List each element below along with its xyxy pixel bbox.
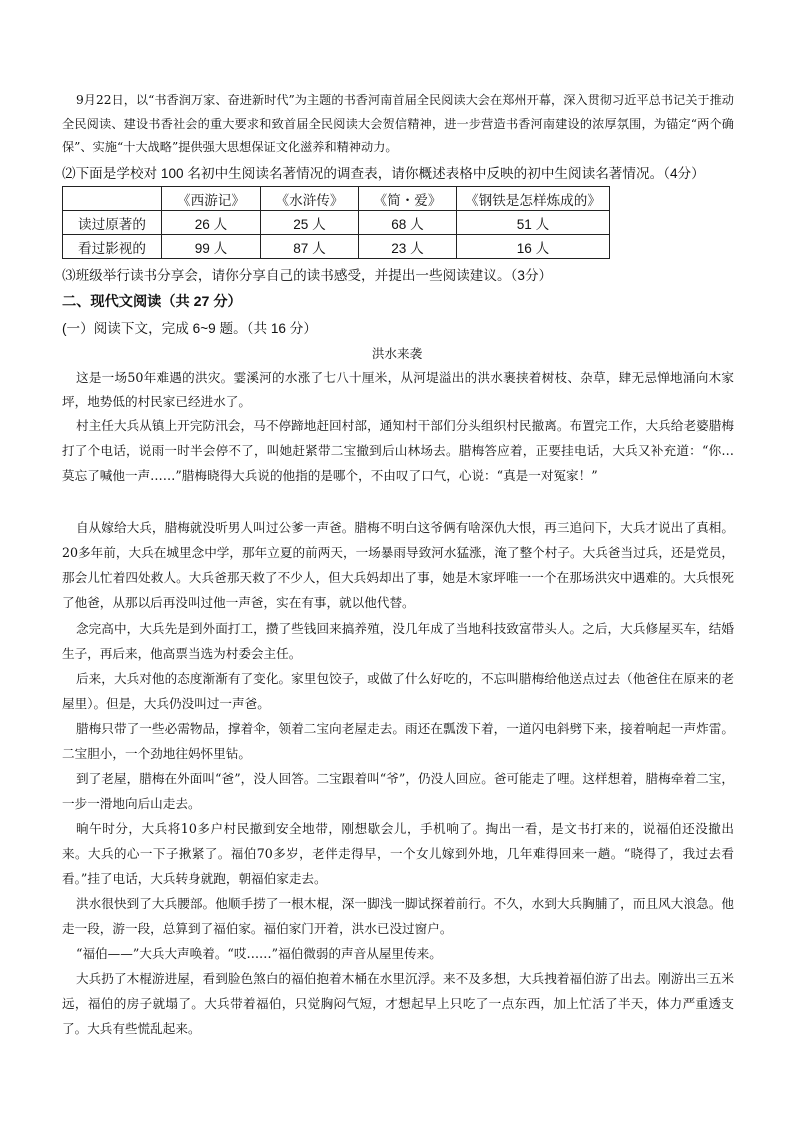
part-instruction: (一）阅读下文，完成 6~9 题。（共 16 分） [62, 321, 317, 336]
table-cell: 68 人 [359, 211, 457, 235]
section-heading: 二、现代文阅读（共 27 分） [62, 294, 242, 310]
story-paragraph-1: 这是一场50年难遇的洪灾。霎溪河的水涨了七八十厘米，从河堤溢出的洪水裹挟着树枝、杂草，肆无忌惮地涌向木家坪，地势低的村民家已经进水了。 [62, 370, 734, 409]
table-header-cell: 《水浒传》 [261, 187, 359, 211]
table-cell: 23 人 [359, 235, 457, 259]
story-paragraph-6: 腊梅只带了一些必需物品，撑着伞，领着二宝向老屋走去。雨还在瓢泼下着，一道闪电斜劈下来，接着响起一声炸雷。二宝胆小，一个劲地往妈怀里钻。 [62, 721, 734, 761]
table-header-cell: 《钢铁是怎样炼成的》 [457, 187, 610, 211]
story-paragraph-9: 洪水很快到了大兵腰部。他顺手捞了一根木棍，深一脚浅一脚试探着前行。不久，水到大兵胸脯了，而且风大浪急。他走一段，游一段，总算到了福伯家。福伯家门开着，洪水已没过窗户。 [62, 896, 734, 936]
question-3: ⑶班级举行读书分享会，请你分享自己的读书感受，并提出一些阅读建议。（3分） [62, 268, 553, 283]
table-cell: 16 人 [457, 235, 610, 259]
story-paragraph-10: “福伯——”大兵大声唤着。“哎……”福伯微弱的声音从屋里传来。 [76, 946, 442, 961]
table-row [63, 211, 610, 235]
table-header-cell: 《简・爱》 [359, 187, 457, 211]
survey-table [62, 186, 610, 259]
story-paragraph-8: 晌午时分，大兵将10多户村民撤到安全地带，刚想歇会儿，手机响了。掏出一看，是文书打来的，说福伯还没撤出来。大兵的心一下子揪紧了。福伯70多岁，老伴走得早，一个女儿嫁到外地，几年难得回来一趟。“晓得了，我过去看看。”挂了电话，大兵转身就跑，朝福伯家走去。 [62, 821, 734, 886]
story-title: 洪水来袭 [371, 346, 423, 361]
table-cell: 99 人 [162, 235, 261, 259]
story-paragraph-5: 后来，大兵对他的态度渐渐有了变化。家里包饺子，或做了什么好吃的，不忘叫腊梅给他送点过去（他爸住在原来的老屋里）。但是，大兵仍没叫过一声爸。 [62, 671, 734, 711]
table-row-label: 读过原著的 [63, 211, 162, 235]
table-cell: 51 人 [457, 211, 610, 235]
table-header-cell [63, 187, 162, 211]
story-paragraph-11: 大兵扔了木棍游进屋，看到脸色煞白的福伯抱着木桶在水里沉浮。来不及多想，大兵拽着福伯游了出去。刚游出三五米远，福伯的房子就塌了。大兵带着福伯，只觉胸闷气短，才想起早上只吃了一点东西，加上忙活了半天，体力严重透支了。大兵有些慌乱起来。 [62, 971, 734, 1036]
story-paragraph-7: 到了老屋，腊梅在外面叫“爸”，没人回答。二宝跟着叫“爷”，仍没人回应。爸可能走了哩。这样想着，腊梅牵着二宝，一步一滑地向后山走去。 [62, 771, 734, 811]
table-cell: 25 人 [261, 211, 359, 235]
story-paragraph-2: 村主任大兵从镇上开完防汛会，马不停蹄地赶回村部，通知村干部们分头组织村民撤离。布置完工作，大兵给老婆腊梅打了个电话，说雨一时半会停不了，叫她赶紧带二宝撤到后山林场去。腊梅答应着，正要挂电话，大兵又补充道：“你…莫忘了喊他一声……”腊梅晓得大兵说的他指的是哪个，不由叹了口气，心说：“真是一对冤家！” [62, 418, 734, 483]
question-2: ⑵下面是学校对 100 名初中生阅读名著情况的调查表，请你概述表格中反映的初中生阅读名著情况。（4分） [62, 166, 705, 181]
story-paragraph-3: 自从嫁给大兵，腊梅就没听男人叫过公爹一声爸。腊梅不明白这爷俩有啥深仇大恨，再三追问下，大兵才说出了真相。20多年前，大兵在城里念中学，那年立夏的前两天，一场暴雨导致河水猛涨，淹了整个村子。大兵爸当过兵，还是党员，那会儿忙着四处救人。大兵爸那天救了不少人，但大兵妈却出了事，她是木家坪唯一一个在那场洪灾中遇难的。大兵恨死了他爸，从那以后再没叫过他一声爸，实在有事，就以他代替。 [62, 520, 734, 610]
table-header-cell: 《西游记》 [162, 187, 261, 211]
intro-paragraph: 9月22日，以“书香润万家、奋进新时代”为主题的书香河南首届全民阅读大会在郑州开幕，深入贯彻习近平总书记关于推动全民阅读、建设书香社会的重大要求和致首届全民阅读大会贺信精神，进一步营造书香河南建设的浓厚氛围，为锚定“两个确保”、实施“十大战略”提供强大思想保证文化滋养和精神动力。 [62, 93, 734, 154]
table-row-label: 看过影视的 [63, 235, 162, 259]
table-cell: 87 人 [261, 235, 359, 259]
table-row [63, 235, 610, 259]
story-paragraph-4: 念完高中，大兵先是到外面打工，攒了些钱回来搞养殖，没几年成了当地科技致富带头人。之后，大兵修屋买车，结婚生子，再后来，他高票当选为村委会主任。 [62, 621, 734, 661]
table-cell: 26 人 [162, 211, 261, 235]
table-header-row [63, 187, 610, 211]
